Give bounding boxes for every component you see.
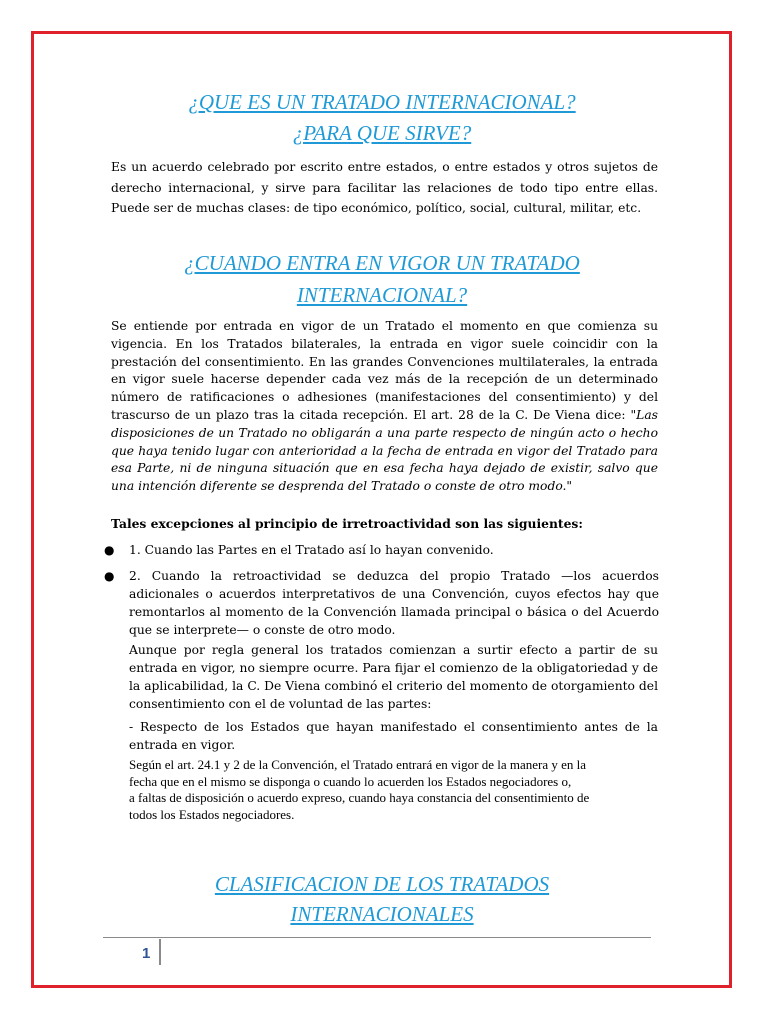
article-line2: fecha que en el mismo se disponga o cuando lo acuerden los Estados negociadores o, [129, 773, 572, 789]
title-heading-line1: ¿QUE ES UN TRATADO INTERNACIONAL? [188, 90, 576, 114]
page-number-divider [159, 939, 161, 965]
list-item [104, 541, 659, 561]
intro-paragraph: Es un acuerdo celebrado por escrito entre estados, o entre estados y otros sujetos de derecho internacional, y sirve para facilitar las relaciones de todo tipo entre ellas. Puede ser de muchas clases: de tipo económico, político, social, cultural, militar, etc. [111, 160, 658, 215]
article-paragraph [129, 757, 661, 823]
states-paragraph: - Respecto de los Estados que hayan manifestado el consentimiento antes de la entrada en vigor. [129, 720, 658, 752]
classification-heading [104, 869, 660, 929]
general-rule-paragraph: Aunque por regla general los tratados comienzan a surtir efecto a partir de su entrada en vigor, no siempre ocurre. Para fijar el comienzo de la obligatoriedad y de la aplicabilidad, la C. De Viena combinó el criterio del momento de otorgamiento del consentimiento con el de voluntad de las partes: [129, 643, 658, 711]
page-number: 1 [142, 945, 151, 962]
bullet-icon: ● [104, 543, 115, 557]
vigor-paragraph [111, 318, 658, 496]
exception-item-1: 1. Cuando las Partes en el Tratado así lo hayan convenido. [129, 543, 494, 557]
bullet-icon: ● [104, 569, 115, 583]
title-heading-line2: ¿PARA QUE SIRVE? [292, 121, 472, 145]
vigor-heading-line2: INTERNACIONAL? [296, 283, 468, 307]
vigor-paragraph-text: Se entiende por entrada en vigor de un Tratado el momento en que comienza su vigencia. En los Tratados bilaterales, la entrada en vigor suele coincidir con la prestación del consentimiento. En las grandes Convenciones multilaterales, la entrada en vigor suele hacerse depender cada vez más de la recepción de un determinado número de ratificaciones o adhesiones (manifestaciones del consentimiento) y del trascurso de un plazo tras la citada recepción. El art. 28 de la C. De Viena dice: [111, 319, 658, 422]
classification-heading-line1: CLASIFICACION DE LOS TRATADOS [214, 872, 550, 896]
list-item [104, 567, 659, 643]
vigor-paragraph-quote: "Las disposiciones de un Tratado no obligarán a una parte respecto de ningún acto o hecho que haya tenido lugar con anterioridad a la fecha de entrada en vigor del Tratado para esa Parte, ni de ninguna situación que en esa fecha haya dejado de existir, salvo que una intención diferente se desprenda del Tratado o conste de otro modo." [111, 407, 658, 494]
title-heading [104, 87, 660, 149]
exceptions-title: Tales excepciones al principio de irretroactividad son las siguientes: [111, 516, 583, 531]
vigor-heading-line1: ¿CUANDO ENTRA EN VIGOR UN TRATADO [184, 251, 580, 275]
article-line3: a faltas de disposición o acuerdo expreso, cuando haya constancia del consentimiento de [129, 790, 590, 805]
vigor-heading [104, 247, 660, 311]
exception-item-2: 2. Cuando la retroactividad se deduzca del propio Tratado —los acuerdos adicionales o acuerdos interpretativos de una Convención, cuyos efectos hay que remontarlos al momento de la Convención llamada principal o básica o del Acuerdo que se interprete— o conste de otro modo. [129, 569, 659, 637]
article-line4: todos los Estados negociadores. [129, 806, 295, 822]
classification-heading-line2: INTERNACIONALES [290, 902, 474, 926]
footer-divider [103, 937, 651, 938]
article-line1: Según el art. 24.1 y 2 de la Convención, el Tratado entrará en vigor de la manera y en la [129, 757, 587, 772]
